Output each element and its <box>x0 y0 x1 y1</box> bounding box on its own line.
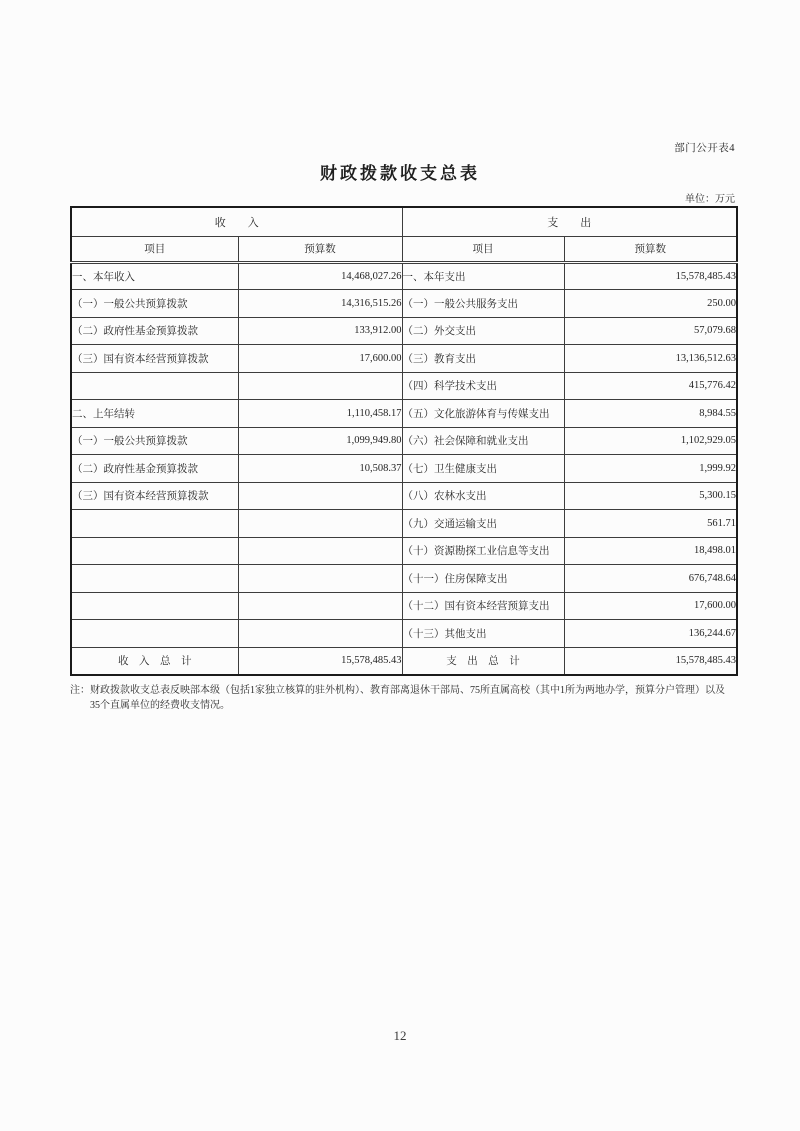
income-value-cell: 10,508.37 <box>238 455 402 483</box>
table-section-header-row <box>71 207 737 236</box>
income-total-value: 15,578,485.43 <box>238 647 402 675</box>
income-item-cell: 二、上年结转 <box>71 400 238 428</box>
income-item-cell: 一、本年收入 <box>71 262 238 290</box>
income-budget-header: 预算数 <box>238 236 402 262</box>
table-column-header-row <box>71 236 737 262</box>
footnote <box>70 684 732 713</box>
table-row <box>71 620 737 648</box>
income-value-cell <box>238 372 402 400</box>
expense-item-cell: （十三）其他支出 <box>402 620 564 648</box>
page-number: 12 <box>393 1028 407 1043</box>
expense-item-cell: （七）卫生健康支出 <box>402 455 564 483</box>
expense-value-cell: 676,748.64 <box>564 565 737 593</box>
income-section-header: 收 入 <box>71 207 402 236</box>
form-label: 部门公开表4 <box>674 143 735 154</box>
expense-section-header: 支 出 <box>402 207 737 236</box>
expense-item-header: 项目 <box>402 236 564 262</box>
expense-item-cell: （四）科学技术支出 <box>402 372 564 400</box>
expense-item-cell: （六）社会保障和就业支出 <box>402 427 564 455</box>
expense-value-cell: 1,102,929.05 <box>564 427 737 455</box>
expense-item-cell: （十二）国有资本经营预算支出 <box>402 592 564 620</box>
expense-item-cell: （一）一般公共服务支出 <box>402 290 564 318</box>
table-row <box>71 482 737 510</box>
table-row <box>71 510 737 538</box>
expense-value-cell: 415,776.42 <box>564 372 737 400</box>
unit-label: 单位：万元 <box>685 194 735 205</box>
income-item-cell: （二）政府性基金预算拨款 <box>71 455 238 483</box>
income-item-cell: （一）一般公共预算拨款 <box>71 427 238 455</box>
expense-value-cell: 5,300.15 <box>564 482 737 510</box>
income-item-header: 项目 <box>71 236 238 262</box>
table-row <box>71 427 737 455</box>
expense-item-cell: 一、本年支出 <box>402 262 564 290</box>
income-value-cell <box>238 592 402 620</box>
table-total-row <box>71 647 737 675</box>
income-value-cell: 1,099,949.80 <box>238 427 402 455</box>
expense-value-cell: 17,600.00 <box>564 592 737 620</box>
income-value-cell <box>238 510 402 538</box>
income-total-label: 收 入 总 计 <box>71 647 238 675</box>
income-item-cell: （二）政府性基金预算拨款 <box>71 317 238 345</box>
income-item-cell: （一）一般公共预算拨款 <box>71 290 238 318</box>
expense-value-cell: 136,244.67 <box>564 620 737 648</box>
expense-total-value: 15,578,485.43 <box>564 647 737 675</box>
expense-budget-header: 预算数 <box>564 236 737 262</box>
expense-value-cell: 561.71 <box>564 510 737 538</box>
expense-value-cell: 250.00 <box>564 290 737 318</box>
page-title: 财政拨款收支总表 <box>320 164 480 183</box>
footnote-prefix: 注： <box>70 685 90 696</box>
budget-table <box>70 206 738 676</box>
income-item-cell <box>71 620 238 648</box>
income-value-cell <box>238 537 402 565</box>
table-row <box>71 400 737 428</box>
income-value-cell: 14,316,515.26 <box>238 290 402 318</box>
expense-item-cell: （三）教育支出 <box>402 345 564 373</box>
table-row <box>71 317 737 345</box>
expense-value-cell: 57,079.68 <box>564 317 737 345</box>
table-row <box>71 290 737 318</box>
expense-item-cell: （九）交通运输支出 <box>402 510 564 538</box>
table-row <box>71 262 737 290</box>
expense-total-label: 支 出 总 计 <box>402 647 564 675</box>
table-row <box>71 372 737 400</box>
table-row <box>71 537 737 565</box>
income-value-cell: 1,110,458.17 <box>238 400 402 428</box>
income-value-cell <box>238 482 402 510</box>
expense-value-cell: 8,984.55 <box>564 400 737 428</box>
footnote-text: 财政拨款收支总表反映部本级（包括1家独立核算的驻外机构）、教育部离退休干部局、75所直属高校（其中1所为两地办学，预算分户管理）以及35个直属单位的经费收支情况。 <box>90 685 725 711</box>
expense-item-cell: （十）资源勘探工业信息等支出 <box>402 537 564 565</box>
expense-item-cell: （五）文化旅游体育与传媒支出 <box>402 400 564 428</box>
expense-item-cell: （十一）住房保障支出 <box>402 565 564 593</box>
table-row <box>71 565 737 593</box>
expense-value-cell: 13,136,512.63 <box>564 345 737 373</box>
expense-item-cell: （二）外交支出 <box>402 317 564 345</box>
table-row <box>71 592 737 620</box>
income-item-cell <box>71 510 238 538</box>
expense-item-cell: （八）农林水支出 <box>402 482 564 510</box>
income-item-cell <box>71 592 238 620</box>
income-value-cell <box>238 620 402 648</box>
income-item-cell: （三）国有资本经营预算拨款 <box>71 482 238 510</box>
expense-value-cell: 18,498.01 <box>564 537 737 565</box>
income-item-cell: （三）国有资本经营预算拨款 <box>71 345 238 373</box>
income-item-cell <box>71 537 238 565</box>
table-row <box>71 455 737 483</box>
income-value-cell: 133,912.00 <box>238 317 402 345</box>
income-value-cell: 14,468,027.26 <box>238 262 402 290</box>
income-item-cell <box>71 372 238 400</box>
income-item-cell <box>71 565 238 593</box>
table-row <box>71 345 737 373</box>
expense-value-cell: 15,578,485.43 <box>564 262 737 290</box>
income-value-cell <box>238 565 402 593</box>
expense-value-cell: 1,999.92 <box>564 455 737 483</box>
income-value-cell: 17,600.00 <box>238 345 402 373</box>
